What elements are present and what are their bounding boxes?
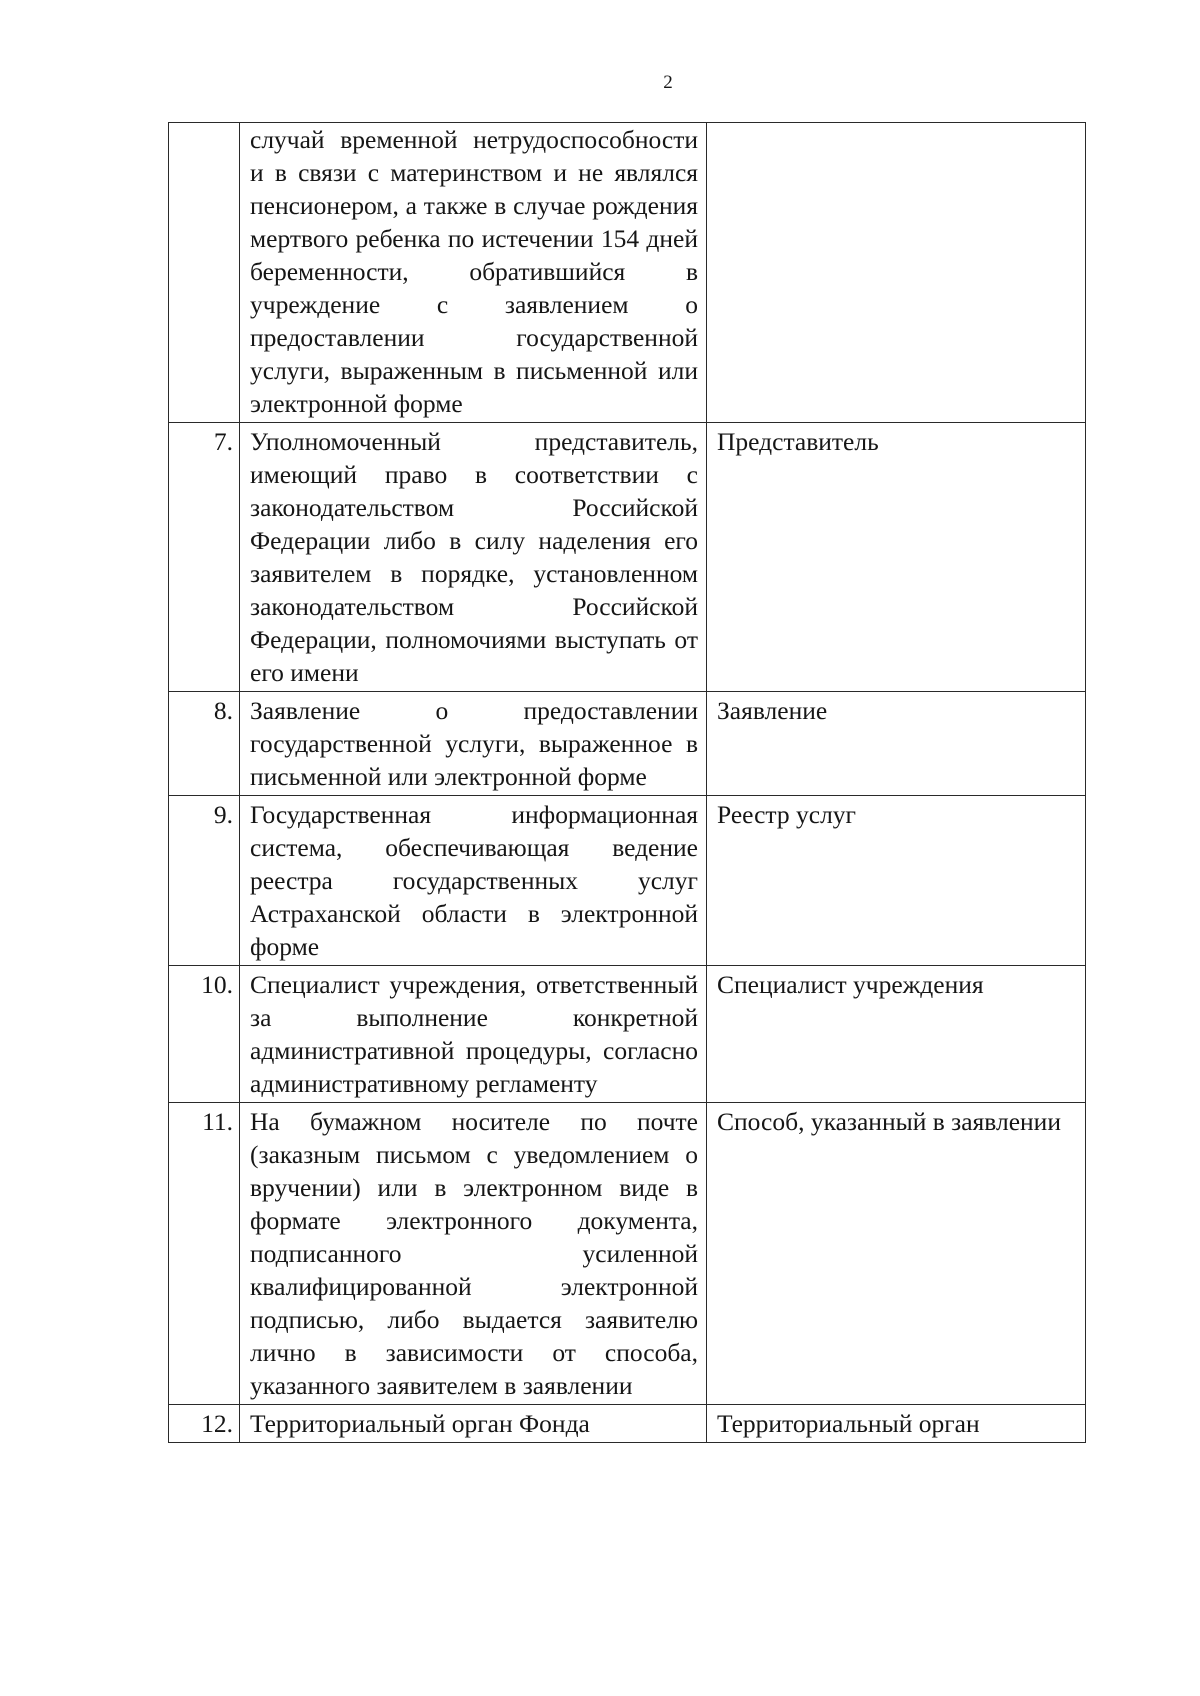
table-row [169, 1405, 1086, 1443]
row-number: 8. [169, 692, 240, 796]
term-definition: Заявление о предоставлении государственной услуги, выраженное в письменной или электронной форме [240, 692, 707, 796]
term-definition: случай временной нетрудоспособности и в связи с материнством и не являлся пенсионером, а также в случае рождения мертвого ребенка по истечении 154 дней беременности, обратившийся в учреждение с заявлением о предоставлении государственной услуги, выраженным в письменной или электронной форме [240, 123, 707, 423]
term-definition: Государственная информационная система, обеспечивающая ведение реестра государственных услуг Астраханской области в электронной форме [240, 796, 707, 966]
term-short-name: Специалист учреждения [707, 966, 1086, 1103]
table-row [169, 423, 1086, 692]
table-row [169, 123, 1086, 423]
term-definition: Уполномоченный представитель, имеющий право в соответствии с законодательством Российской Федерации либо в силу наделения его заявителем в порядке, установленном законодательством Российской Федерации, полномочиями выступать от его имени [240, 423, 707, 692]
row-number: 9. [169, 796, 240, 966]
term-short-name: Территориальный орган [707, 1405, 1086, 1443]
term-short-name: Заявление [707, 692, 1086, 796]
row-number [169, 123, 240, 423]
table-row [169, 966, 1086, 1103]
table-row [169, 796, 1086, 966]
row-number: 12. [169, 1405, 240, 1443]
definitions-table [168, 122, 1086, 1443]
term-short-name: Представитель [707, 423, 1086, 692]
term-definition: На бумажном носителе по почте (заказным письмом с уведомлением о вручении) или в электронном виде в формате электронного документа, подписанного усиленной квалифицированной электронной подписью, либо выдается заявителю лично в зависимости от способа, указанного заявителем в заявлении [240, 1103, 707, 1405]
term-short-name [707, 123, 1086, 423]
term-short-name: Реестр услуг [707, 796, 1086, 966]
row-number: 7. [169, 423, 240, 692]
term-definition: Территориальный орган Фонда [240, 1405, 707, 1443]
page-number: 2 [663, 72, 673, 93]
table-row [169, 692, 1086, 796]
table-row [169, 1103, 1086, 1405]
row-number: 10. [169, 966, 240, 1103]
row-number: 11. [169, 1103, 240, 1405]
term-short-name: Способ, указанный в заявлении [707, 1103, 1086, 1405]
term-definition: Специалист учреждения, ответственный за выполнение конкретной административной процедуры, согласно административному регламенту [240, 966, 707, 1103]
